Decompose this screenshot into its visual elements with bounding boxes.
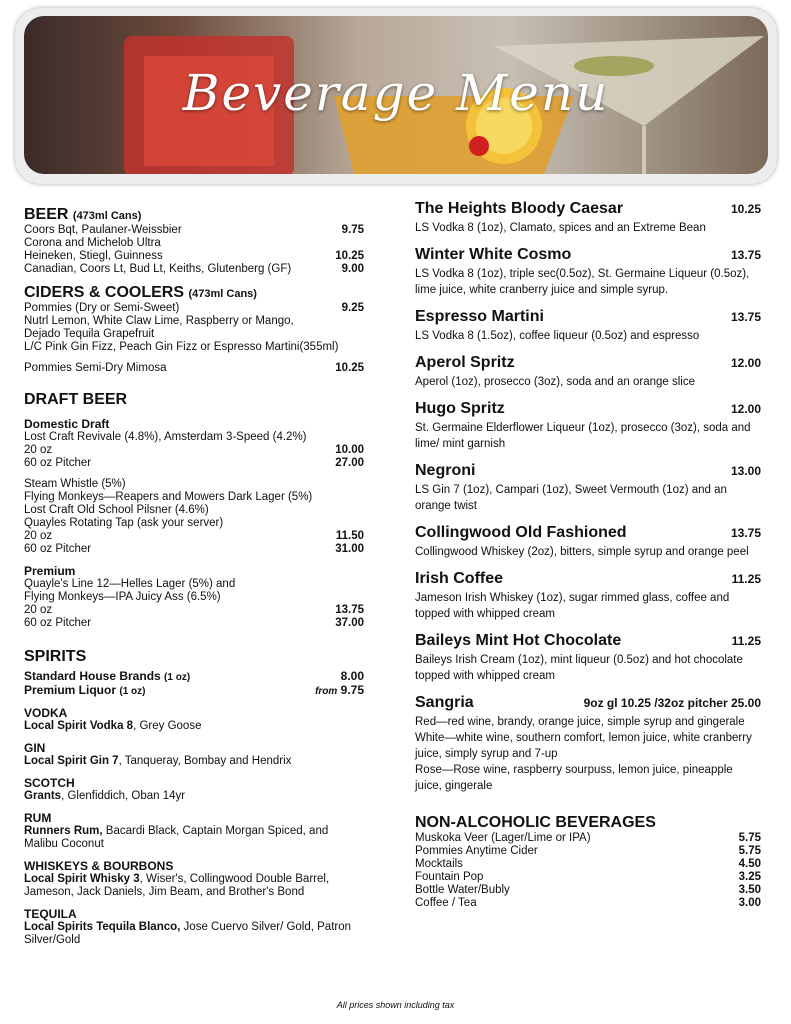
- non-alcoholic-row: [415, 884, 761, 897]
- draft-line: Steam Whistle (5%): [24, 478, 126, 490]
- cocktail-price: 13.75: [730, 310, 761, 324]
- cocktail-item: [415, 246, 761, 298]
- cocktail-name: The Heights Bloody Caesar: [415, 200, 624, 217]
- spirit-category: VODKA: [24, 706, 68, 720]
- spirit-category: GIN: [24, 741, 46, 755]
- spirit-brands: Grants, Glenfiddich, Oban 14yr: [24, 790, 186, 802]
- cocktail-name: Hugo Spritz: [415, 400, 505, 417]
- craft-list: [24, 478, 364, 556]
- draft-heading: DRAFT BEER: [24, 391, 128, 408]
- cocktail-price: 11.25: [731, 634, 761, 648]
- spirit-category: SCOTCH: [24, 776, 75, 790]
- non-alcoholic-heading: NON-ALCOHOLIC BEVERAGES: [415, 814, 656, 831]
- sangria-price: 9oz gl 10.25 /32oz pitcher 25.00: [583, 696, 761, 710]
- non-alcoholic-row: [415, 858, 761, 871]
- item-name: Bottle Water/Bubly: [415, 884, 510, 896]
- domestic-heading: Domestic Draft: [24, 417, 110, 431]
- spirit-brands: Local Spirits Tequila Blanco, Jose Cuervo Silver/ Gold, Patron Silver/Gold: [24, 921, 352, 946]
- sangria-variant: Red—red wine, brandy, orange juice, simple syrup and gingerale: [415, 716, 745, 728]
- sangria-name: Sangria: [415, 694, 474, 711]
- non-alcoholic-row: [415, 845, 761, 858]
- item-name: Corona and Michelob Ultra: [24, 237, 161, 249]
- cider-row: [24, 328, 364, 341]
- draft-line: Quayle's Line 12—Helles Lager (5%) and: [24, 578, 236, 590]
- item-name: Canadian, Coors Lt, Bud Lt, Keiths, Glutenberg (GF): [24, 263, 292, 275]
- cider-row: [24, 302, 364, 315]
- banner-photo: [24, 16, 768, 174]
- cocktail-description: Collingwood Whiskey (2oz), bitters, simple syrup and orange peel: [415, 546, 749, 558]
- cocktail-item: [415, 200, 761, 236]
- spirits-heading: SPIRITS: [24, 648, 87, 665]
- item-name: Fountain Pop: [415, 871, 484, 883]
- sangria-variant: Rose—Rose wine, raspberry sourpuss, lemon juice, pineapple juice, gingerale: [415, 764, 733, 792]
- item-price: 5.75: [738, 845, 761, 857]
- item-price: 4.50: [738, 858, 761, 870]
- spirit-brands: Local Spirit Whisky 3, Wiser's, Collingwood Double Barrel, Jameson, Jack Daniels, Jim Beam, and Brother's Bond: [24, 873, 330, 898]
- cocktail-item: [415, 462, 761, 514]
- item-name: Mocktails: [415, 858, 463, 870]
- cider-list: [24, 302, 364, 354]
- beer-row: [24, 263, 364, 276]
- cider-row: [24, 315, 364, 328]
- non-alcoholic-row: [415, 897, 761, 910]
- item-price: 3.00: [738, 897, 761, 909]
- spirit-category: WHISKEYS & BOURBONS: [24, 859, 174, 873]
- item-name: Coffee / Tea: [415, 897, 477, 909]
- item-price: 3.25: [738, 871, 761, 883]
- footer-note: All prices shown including tax: [336, 1000, 455, 1010]
- item-price: 9.75: [341, 224, 364, 236]
- item-name: Muskoka Veer (Lager/Lime or IPA): [415, 832, 591, 844]
- non-alcoholic-list: [415, 832, 761, 910]
- cocktail-price: 13.00: [730, 464, 761, 478]
- spirit-brands: Local Spirit Gin 7, Tanqueray, Bombay and Hendrix: [24, 755, 292, 767]
- item-name: Dejado Tequila Grapefruit: [24, 328, 155, 340]
- mimosa-row: Pommies Semi-Dry Mimosa 10.25: [24, 362, 364, 374]
- cocktail-item: [415, 308, 761, 344]
- cocktail-item: [415, 524, 761, 560]
- cocktail-item: [415, 354, 761, 390]
- ciders-heading: CIDERS & COOLERS (473ml Cans): [24, 284, 257, 301]
- sangria-variant: White—white wine, southern comfort, lemon juice, white cranberry juice, simply syrup and 7-up: [415, 732, 752, 760]
- cider-row: [24, 341, 364, 354]
- cocktail-description: LS Vodka 8 (1oz), Clamato, spices and an Extreme Bean: [415, 222, 706, 234]
- spirit-category: RUM: [24, 811, 52, 825]
- draft-line: Flying Monkeys—IPA Juicy Ass (6.5%): [24, 591, 221, 603]
- item-name: Nutrl Lemon, White Claw Lime, Raspberry or Mango,: [24, 315, 294, 327]
- item-name: L/C Pink Gin Fizz, Peach Gin Fizz or Espresso Martini(355ml): [24, 341, 339, 353]
- premium-heading: Premium: [24, 564, 76, 578]
- cocktail-name: Collingwood Old Fashioned: [415, 524, 627, 541]
- item-name: Pommies (Dry or Semi-Sweet): [24, 302, 180, 314]
- cocktail-item: [415, 400, 761, 452]
- cocktail-price: 13.75: [730, 248, 761, 262]
- non-alcoholic-row: [415, 871, 761, 884]
- draft-line: Lost Craft Old School Pilsner (4.6%): [24, 504, 209, 516]
- draft-price-row: 20 oz 13.75: [24, 604, 364, 616]
- draft-price-row: 60 oz Pitcher 37.00: [24, 617, 364, 629]
- cocktail-name: Winter White Cosmo: [415, 246, 572, 263]
- cocktail-price: 12.00: [730, 356, 761, 370]
- beer-list: [24, 224, 364, 276]
- item-price: 10.25: [335, 250, 364, 262]
- sangria-description: [415, 714, 761, 794]
- beer-heading: BEER (473ml Cans): [24, 206, 142, 223]
- cocktail-description: LS Vodka 8 (1oz), triple sec(0.5oz), St. Germaine Liqueur (0.5oz), lime juice, white cranberry juice and simple syrup.: [415, 268, 750, 296]
- sangria-item: [415, 694, 761, 794]
- beer-row: [24, 250, 364, 263]
- item-name: Pommies Anytime Cider: [415, 845, 538, 857]
- item-price: 3.50: [738, 884, 761, 896]
- draft-price-row: 20 oz 11.50: [24, 530, 364, 542]
- cocktail-name: Aperol Spritz: [415, 354, 515, 371]
- non-alcoholic-row: [415, 832, 761, 845]
- menu-title: Beverage Menu: [182, 64, 610, 122]
- item-name: Heineken, Stiegl, Guinness: [24, 250, 163, 262]
- spirit-category: TEQUILA: [24, 907, 77, 921]
- draft-line: Flying Monkeys—Reapers and Mowers Dark Lager (5%): [24, 491, 313, 503]
- item-price: 5.75: [738, 832, 761, 844]
- item-price: 9.25: [341, 302, 364, 314]
- draft-price-row: 60 oz Pitcher 27.00: [24, 457, 364, 469]
- cocktail-price: 12.00: [730, 402, 761, 416]
- cocktail-name: Baileys Mint Hot Chocolate: [415, 632, 622, 649]
- premium-list: [24, 578, 364, 630]
- item-name: Coors Bqt, Paulaner-Weissbier: [24, 224, 182, 236]
- draft-price-row: 20 oz 10.00: [24, 444, 364, 456]
- cocktail-description: LS Vodka 8 (1.5oz), coffee liqueur (0.5oz) and espresso: [415, 330, 700, 342]
- cocktail-description: Baileys Irish Cream (1oz), mint liqueur (0.5oz) and hot chocolate topped with whipped cream: [415, 654, 743, 682]
- cocktail-description: St. Germaine Elderflower Liqueur (1oz), prosecco (3oz), soda and lime/ mint garnish: [415, 422, 751, 450]
- cocktail-description: Aperol (1oz), prosecco (3oz), soda and an orange slice: [415, 376, 695, 388]
- draft-price-row: 60 oz Pitcher 31.00: [24, 543, 364, 555]
- cocktail-item: [415, 570, 761, 622]
- cocktail-name: Negroni: [415, 462, 476, 479]
- cocktail-name: Espresso Martini: [415, 308, 544, 325]
- premium-liquor-row: Premium Liquor (1 oz) from 9.75: [24, 683, 364, 697]
- spirit-brands: Local Spirit Vodka 8, Grey Goose: [24, 720, 202, 732]
- cocktail-description: Jameson Irish Whiskey (1oz), sugar rimmed glass, coffee and topped with whipped cream: [415, 592, 730, 620]
- cocktail-price: 11.25: [731, 572, 761, 586]
- beer-row: [24, 237, 364, 250]
- cocktail-description: LS Gin 7 (1oz), Campari (1oz), Sweet Vermouth (1oz) and an orange twist: [415, 484, 727, 512]
- right-column: [415, 200, 761, 910]
- cocktail-price: 13.75: [730, 526, 761, 540]
- beer-row: [24, 224, 364, 237]
- draft-line: Quayles Rotating Tap (ask your server): [24, 517, 224, 529]
- cocktail-name: Irish Coffee: [415, 570, 504, 587]
- spirit-brands: Runners Rum, Bacardi Black, Captain Morgan Spiced, and Malibu Coconut: [24, 825, 329, 850]
- left-column: [24, 200, 364, 947]
- cocktail-price: 10.25: [730, 202, 761, 216]
- cocktail-list: [415, 200, 761, 684]
- domestic-list: [24, 431, 364, 470]
- spirit-groups: [24, 706, 364, 947]
- draft-line: Lost Craft Revivale (4.8%), Amsterdam 3-Speed (4.2%): [24, 431, 307, 443]
- cocktail-item: [415, 632, 761, 684]
- house-brands-row: Standard House Brands (1 oz) 8.00: [24, 669, 364, 683]
- item-price: 9.00: [341, 263, 364, 275]
